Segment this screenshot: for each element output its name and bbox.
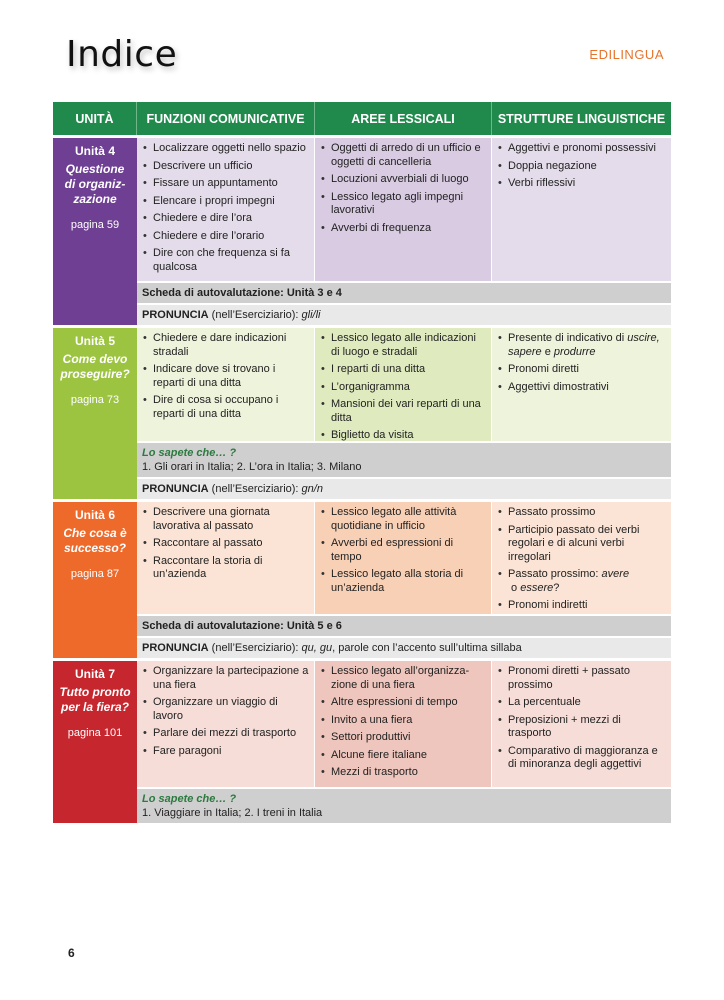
lo-sapete-label: Lo sapete che… ? — [142, 793, 237, 805]
pronuncia-label: PRONUNCIA — [142, 309, 209, 321]
list-item: • L’organigramma — [321, 381, 486, 395]
pronuncia-text: (nell’Eserciziario): — [208, 642, 302, 654]
list-item: • Raccontare la storia di un’azienda — [143, 555, 309, 582]
list-item: • Lessico legato alle attività quotidiane in ufficio — [321, 506, 486, 533]
text-part: essere — [520, 581, 554, 594]
unit-5-row — [53, 328, 671, 499]
unit-5-name: Come devo proseguire? — [60, 352, 130, 381]
list-item: • Biglietto da visita — [321, 429, 486, 443]
unit-5-funzioni — [137, 328, 315, 441]
unit-7-sidebar[interactable] — [53, 661, 137, 823]
unit-7-row — [53, 661, 671, 823]
pronuncia-value: qu, gu — [301, 642, 333, 654]
unit-4-funzioni — [137, 138, 315, 281]
list-item: • Lessico legato agli impegni lavorativi — [321, 191, 486, 218]
list-item: • Pronomi diretti — [498, 363, 666, 377]
unit-6-aree — [315, 502, 492, 614]
list-item: • Lessico legato all’organizza- zione di una fiera — [321, 665, 486, 692]
unit-6-strutture — [492, 502, 671, 614]
index-table — [53, 102, 671, 823]
list-item: • Avverbi di frequenza — [321, 222, 486, 236]
list-item: • La percentuale — [498, 696, 666, 710]
text-part: o — [508, 581, 521, 594]
list-item: • Invito a una fiera — [321, 714, 486, 728]
list-item: • Descrivere un ufficio — [143, 160, 309, 174]
list-item: • Localizzare oggetti nello spazio — [143, 142, 309, 156]
list-item: • Aggettivi e pronomi possessivi — [498, 142, 666, 156]
unit-6-row — [53, 502, 671, 658]
text-part: produrre — [553, 345, 596, 358]
unit-4-row — [53, 138, 671, 325]
list-item: • Organizzare un viaggio di lavoro — [143, 696, 309, 723]
page-number: 6 — [68, 946, 75, 960]
unit-5-label: Unità 5 — [74, 334, 115, 348]
list-item: • Mansioni dei vari reparti di una ditta — [321, 398, 486, 425]
lo-sapete-text: 1. Gli orari in Italia; 2. L’ora in Italia; 3. Milano — [142, 461, 362, 473]
list-item: • Pronomi diretti + passato prossimo — [498, 665, 666, 692]
unit-4-name: Questione di organiz- zazione — [64, 162, 126, 206]
list-item: • Preposizioni + mezzi di trasporto — [498, 714, 666, 741]
pronuncia-text: (nell’Eserciziario): — [208, 483, 302, 495]
list-item: • Dire con che frequenza si fa qualcosa — [143, 247, 309, 274]
pronuncia-label: PRONUNCIA — [142, 483, 209, 495]
header-unita: UNITÀ — [53, 102, 137, 135]
unit-4-strutture — [492, 138, 671, 281]
list-item: • Chiedere e dire l’orario — [143, 230, 309, 244]
list-item: • Raccontare al passato — [143, 537, 309, 551]
list-item: • Oggetti di arredo di un ufficio e oggetti di cancelleria — [321, 142, 486, 169]
pronuncia-value: gn/n — [301, 483, 323, 495]
list-item: • Elencare i propri impegni — [143, 195, 309, 209]
list-item: • Fare paragoni — [143, 745, 309, 759]
unit-5-aree — [315, 328, 492, 441]
list-item: • Pronomi indiretti — [498, 599, 666, 613]
pronuncia-value: gli/li — [301, 309, 321, 321]
unit-6-funzioni — [137, 502, 315, 614]
page-title: Indice — [66, 34, 178, 75]
unit-6-sidebar[interactable] — [53, 502, 137, 658]
list-item: • Dire di cosa si occupano i reparti di una ditta — [143, 394, 309, 421]
text-part: Passato prossimo: — [508, 568, 602, 580]
list-item: • Lessico legato alle indicazioni di luogo e stradali — [321, 332, 486, 359]
list-item — [498, 332, 666, 359]
unit-7-page: pagina 101 — [67, 727, 123, 739]
list-item: • Passato prossimo — [498, 506, 666, 520]
text-part: ? — [553, 581, 560, 594]
list-item: • Locuzioni avverbiali di luogo — [321, 173, 486, 187]
list-item: • Parlare dei mezzi di trasporto — [143, 727, 309, 741]
unit-6-page: pagina 87 — [70, 568, 120, 580]
list-item: • Organizzare la partecipazione a una fiera — [143, 665, 309, 692]
table-header — [53, 102, 671, 135]
header-strutture: STRUTTURE LINGUISTICHE — [497, 111, 666, 126]
unit-7-strutture — [492, 661, 671, 787]
unit-7-name: Tutto pronto per la fiera? — [59, 685, 131, 714]
list-item — [498, 568, 666, 595]
list-item: • Avverbi ed espressioni di tempo — [321, 537, 486, 564]
unit-6-pronuncia — [137, 636, 671, 658]
header-funzioni: FUNZIONI COMUNICATIVE — [137, 102, 315, 135]
unit-6-name: Che cosa è successo? — [63, 526, 127, 555]
list-item: • Verbi riflessivi — [498, 177, 666, 191]
list-item: • Chiedere e dare indicazioni stradali — [143, 332, 309, 359]
pronuncia-text: (nell’Eserciziario): — [208, 309, 302, 321]
list-item: • Settori produttivi — [321, 731, 486, 745]
unit-7-lo-sapete — [137, 787, 671, 823]
unit-4-aree — [315, 138, 492, 281]
text-part: Presente di indicativo di — [508, 332, 628, 344]
unit-6-label: Unità 6 — [74, 508, 115, 522]
scheda-label: Scheda di autovalutazione: Unità 5 e 6 — [142, 620, 342, 632]
unit-4-scheda — [137, 281, 671, 303]
list-item: • Indicare dove si trovano i reparti di una ditta — [143, 363, 309, 390]
list-item: • Mezzi di trasporto — [321, 766, 486, 780]
pronuncia-tail: , parole con l’accento sull’ultima sillaba — [332, 642, 522, 654]
list-item: • Chiedere e dire l’ora — [143, 212, 309, 226]
text-part: e — [541, 345, 554, 358]
unit-4-label: Unità 4 — [74, 144, 115, 158]
list-item: • Alcune fiere italiane — [321, 749, 486, 763]
unit-7-aree — [315, 661, 492, 787]
unit-5-sidebar[interactable] — [53, 328, 137, 499]
list-item: • Descrivere una giornata lavorativa al passato — [143, 506, 309, 533]
lo-sapete-label: Lo sapete che… ? — [142, 447, 237, 459]
list-item: • I reparti di una ditta — [321, 363, 486, 377]
lo-sapete-text: 1. Viaggiare in Italia; 2. I treni in Italia — [142, 807, 323, 819]
list-item: • Comparativo di maggioranza e di minoranza degli aggettivi — [498, 745, 666, 772]
list-item: • Aggettivi dimostrativi — [498, 381, 666, 395]
unit-4-pronuncia — [137, 303, 671, 325]
pronuncia-label: PRONUNCIA — [142, 642, 209, 654]
list-item: • Fissare un appuntamento — [143, 177, 309, 191]
text-part: uscire, sapere — [508, 332, 660, 358]
text-part: avere — [601, 568, 630, 580]
list-item: • Lessico legato alla storia di un’azienda — [321, 568, 486, 595]
unit-6-scheda — [137, 614, 671, 636]
unit-7-funzioni — [137, 661, 315, 787]
scheda-label: Scheda di autovalutazione: Unità 3 e 4 — [142, 287, 342, 299]
unit-4-sidebar[interactable] — [53, 138, 137, 325]
unit-7-label: Unità 7 — [74, 667, 115, 681]
unit-5-lo-sapete — [137, 441, 671, 477]
unit-5-strutture — [492, 328, 671, 441]
unit-5-page: pagina 73 — [70, 394, 120, 406]
header-aree: AREE LESSICALI — [315, 102, 492, 135]
list-item: • Participio passato dei verbi regolari e di alcuni verbi irregolari — [498, 524, 666, 565]
list-item: • Altre espressioni di tempo — [321, 696, 486, 710]
list-item: • Doppia negazione — [498, 160, 666, 174]
unit-5-pronuncia — [137, 477, 671, 499]
unit-4-page: pagina 59 — [70, 219, 120, 231]
brand-logo: EDILINGUA — [589, 47, 664, 62]
